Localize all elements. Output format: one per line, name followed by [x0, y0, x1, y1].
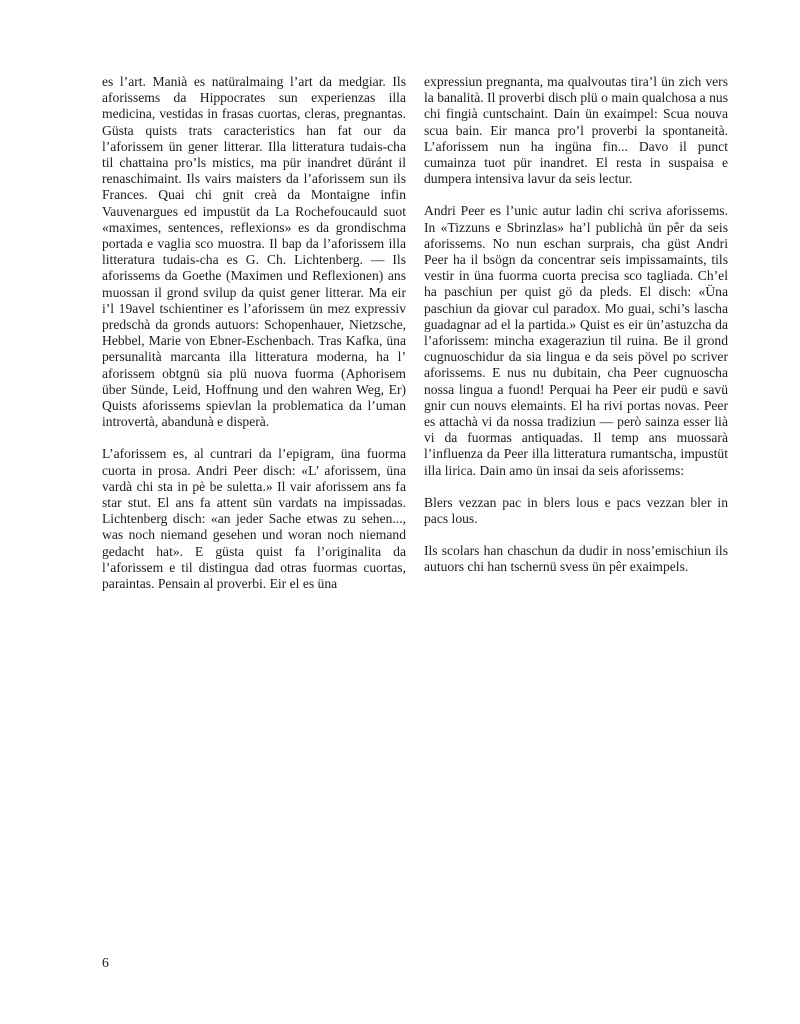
- aphorism-example: Blers vezzan pac in blers lous e pacs vezzan bler in pacs lous.: [424, 494, 728, 527]
- paragraph: es l’art. Manià es natüralmaing l’art da medgiar. Ils aforissems da Hippocrates sun experienzas illa medicina, vestidas in frasas cuortas, cleras, pregnantas. Güsta quists trats caracteristics han fat our da l’aforissem ün gener litterar. Illa litteratura tudais-cha til chattaina pro’ls mistics, ma pür inandret düránt il renaschimaint. Ils vairs maisters da l’aforissem sun ils Frances. Quai chi gnit creà da Montaigne infin Vauvenargues ed impustüt da La Rochefoucauld suot «maximes, sentences, reflexions» es da grondischma portada e vaglia sco muostra. Il bap da l’aforissem illa litteratura tudais-cha es G. Ch. Lichtenberg. — Ils aforissems da Goethe (Maximen und Reflexionen) ans muossan il grond svilup da quist gener litterar. Ma eir i’l 19avel tschientiner es l’aforissem ün mez expressiv predschà da gronds autuors: Schopenhauer, Nietzsche, Hebbel, Marie von Ebner-Eschenbach. Tras Kafka, üna persunalità marcanta illa litteratura moderna, ha l’ aforissem obtgnü sia plü nuova fuorma (Aphorisem über Sünde, Leid, Hoffnung und den wahren Weg, Er) Quists aforissems spievlan la problematica da l’uman introvertà, abandunà e disperà.: [102, 74, 406, 430]
- paragraph: L’aforissem es, al cuntrari da l’epigram, üna fuorma cuorta in prosa. Andri Peer disch: «L’ aforissem, üna vardà chi sta in pè be suletta.» Il vair aforissem ans fa star stut. El ans fa attent sün vardats na impissadas. Lichtenberg disch: «an jeder Sache etwas zu sehen..., was noch niemand gesehen und woran noch niemand gedacht hat». E güsta quist fa l’originalita da l’aforissem e til distingua dad otras fuormas cuortas, paraintas. Pensain al proverbi. Eir el es üna: [102, 446, 406, 592]
- right-column: [424, 74, 728, 592]
- paragraph: expressiun pregnanta, ma qualvoutas tira’l ün zich vers la banalità. Il proverbi disch plü o main qualchosa a nus chi fingià cuntschaint. Dain ün exaimpel: Scua nouva scua bain. Eir manca pro’l proverbi la spontaneità. L’aforissem nun ha ingüna fin... Davo il punct cumainza tuot pür inandret. El resta in suspaisa e dumpera intensiva lavur da seis lectur.: [424, 74, 728, 187]
- paragraph: Ils scolars han chaschun da dudir in noss’emischiun ils autuors chi han tschernü svess ün pêr exaimpels.: [424, 543, 728, 575]
- left-column: [102, 74, 406, 608]
- page-number: 6: [102, 955, 109, 970]
- paragraph: Andri Peer es l’unic autur ladin chi scriva aforissems. In «Tizzuns e Sbrinzlas» ha’l publichà ün pêr da seis aforissems. No nun eschan surprais, cha güst Andri Peer ha il bsögn da concentrar seis impissamaints, tils vestir in üna fuorma cuorta precisa sco tagliada. Ch’el ha paschiun per quist gö da pleds. El disch: «Üna paschiun da giovar cul paradox. Mo guai, schi’s lascha guadagnar ad el la partida.» Quist es eir ün’astuzcha da l’aforissem: mincha exageraziun til ruina. Be il grond cugnuoschidur da sia lingua e da seis pövel po scriver aforissems. E nus nu dubitain, cha Peer cugnuoscha nossa lingua a fuond! Perquai ha Peer eir pudü e savü gnir cun nouvs elemaints. El ha rivi portas novas. Peer es attachà vi da nossa tradiziun — però sainza esser lià vi da fuormas antiquadas. Il temp ans muossarà l’influenza da Peer illa litteratura rumantscha, impustüt illa lirica. Dain amo ün insai da seis aforissems:: [424, 203, 728, 478]
